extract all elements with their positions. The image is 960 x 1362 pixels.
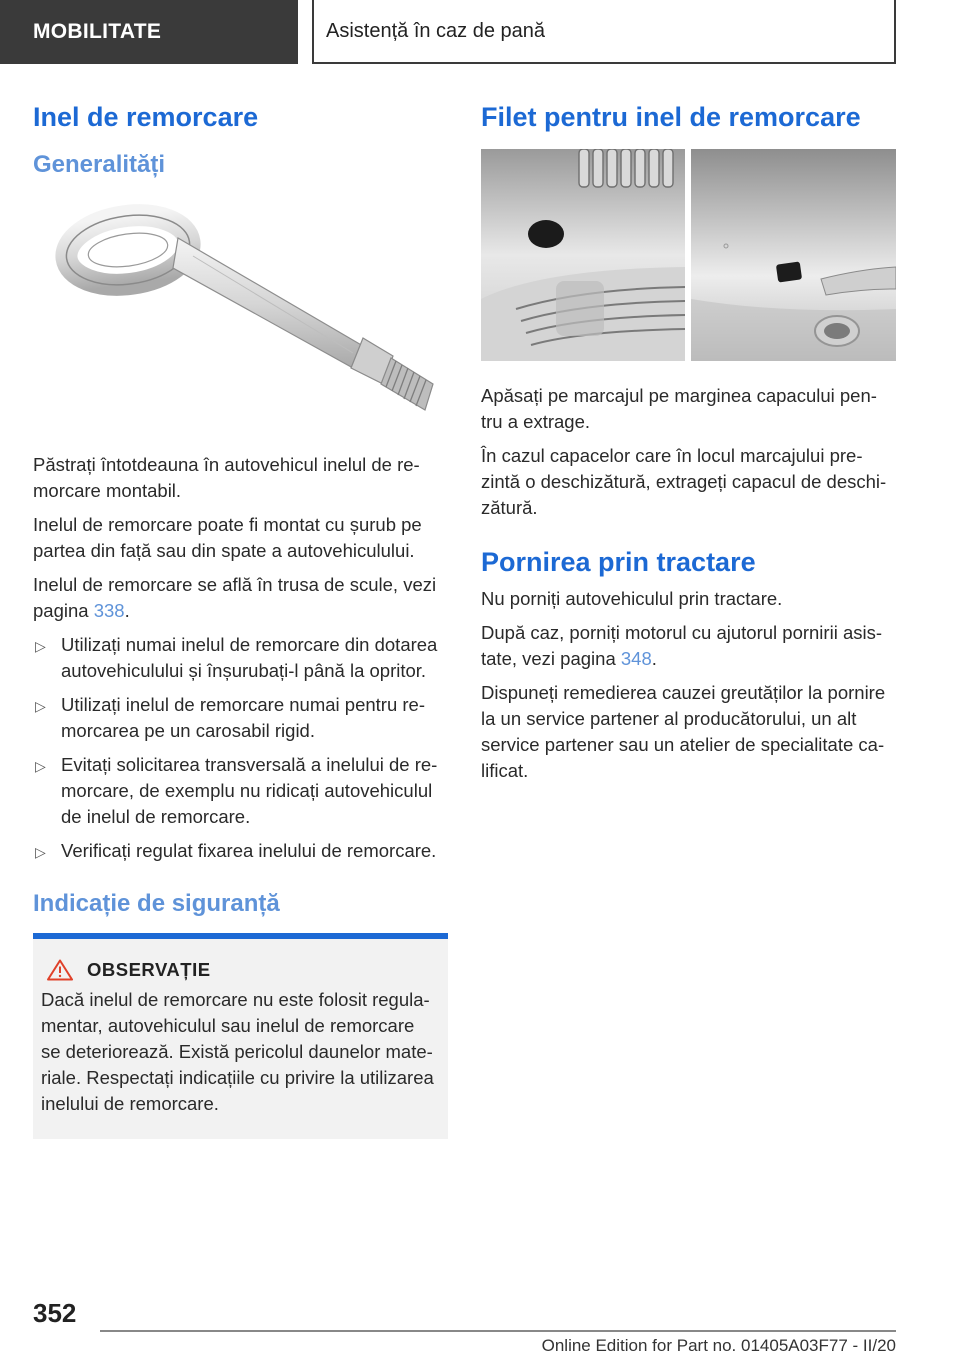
- bumper-cover-photos: [481, 149, 896, 361]
- left-column: [33, 100, 448, 1139]
- triangle-bullet-icon: ▷: [35, 638, 46, 655]
- triangle-bullet-icon: ▷: [35, 844, 46, 861]
- notice-header: [41, 959, 436, 981]
- notice-box: [33, 933, 448, 1139]
- paragraph-mount-ring: Inelul de remorcare poate fi montat cu șurub pe partea din față sau din spate a autovehiculului.: [33, 514, 422, 562]
- paragraph-service: Dispuneți remedierea cauzei greutăților la pornire la un service partener al producătorului, un alt service partener sau un atelier de specialitate ca-lificat.: [481, 682, 886, 782]
- subsection-title-safety: Indicație de siguranță: [33, 890, 280, 918]
- warning-triangle-icon: [47, 959, 73, 981]
- notice-text: Dacă inelul de remorcare nu este folosit regula-mentar, autovehiculul sau inelul de remorcare se deteriorează. Există pericolul daunelor mate-riale. Respectați indicațiile cu privire la utilizarea inelului de remorcare.: [41, 989, 434, 1115]
- list-item: ▷ Utilizați numai inelul de remorcare din dotarea autovehiculului și înșurubați-l până la opritor.: [35, 634, 438, 682]
- paragraph-no-tow-start: Nu porniți autovehiculul prin tractare.: [481, 588, 783, 610]
- chapter-label: Asistență în caz de pană: [326, 19, 546, 42]
- right-column: [481, 100, 896, 792]
- header-chapter-tab: [312, 0, 896, 64]
- section-title-tow-ring: Inel de remorcare: [33, 102, 259, 132]
- notice-label: OBSERVAȚIE: [87, 959, 211, 981]
- page-number: 352: [33, 1298, 77, 1328]
- paragraph-ring-location: Inelul de remorcare se află în trusa de scule, vezi pagina 338.: [33, 574, 437, 622]
- triangle-bullet-icon: ▷: [35, 758, 46, 775]
- page-link-338[interactable]: 338: [93, 600, 125, 622]
- section-label: MOBILITATE: [33, 20, 162, 43]
- triangle-bullet-icon: ▷: [35, 698, 46, 715]
- paragraph-jump-start: După caz, porniți motorul cu ajutorul pornirii asis-tate, vezi pagina 348.: [481, 622, 883, 670]
- footer-divider: [100, 1330, 896, 1332]
- paragraph-press-mark: Apăsați pe marcajul pe marginea capacului pen-tru a extrage.: [481, 385, 877, 433]
- page-link-348[interactable]: 348: [620, 648, 652, 670]
- section-title-thread: Filet pentru inel de remorcare: [481, 102, 861, 132]
- tow-ring-illustration: [33, 188, 448, 438]
- paragraph-keep-ring: Păstrați întotdeauna în autovehicul inelul de re-morcare montabil.: [33, 454, 420, 502]
- list-item: ▷ Evitați solicitarea transversală a inelului de re-morcare, de exemplu nu ridicați autovehiculul de inelul de remorcare.: [35, 754, 438, 828]
- instruction-list: [33, 632, 448, 864]
- list-item: ▷ Utilizați inelul de remorcare numai pentru re-morcarea pe un carosabil rigid.: [35, 694, 425, 742]
- list-item: ▷ Verificați regulat fixarea inelului de remorcare.: [33, 838, 448, 864]
- paragraph-opening-cover: În cazul capacelor care în locul marcajului pre-zintă o deschizătură, extrageți capacul de deschi-zătură.: [481, 445, 887, 519]
- section-title-tow-start: Pornirea prin tractare: [481, 547, 756, 578]
- subsection-title-general: Generalități: [33, 151, 166, 179]
- footer-edition: Online Edition for Part no. 01405A03F77 - II/20: [541, 1336, 896, 1355]
- header-section-tab: [0, 0, 298, 64]
